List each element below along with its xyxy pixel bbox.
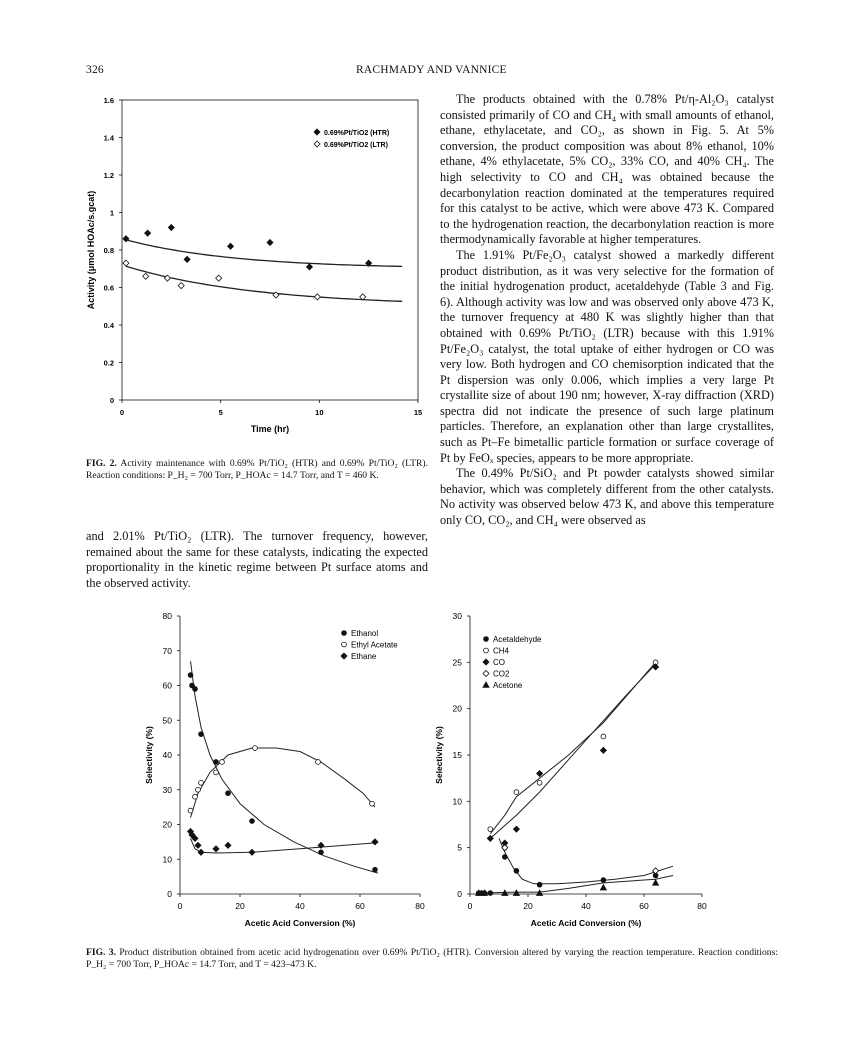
data-point xyxy=(267,240,273,246)
x-tick-label: 0 xyxy=(177,901,183,911)
legend-label: CO2 xyxy=(493,669,510,679)
data-point xyxy=(513,890,519,895)
x-tick-label: 20 xyxy=(523,901,533,911)
paragraph: The products obtained with the 0.78% Pt/η-Al₂O₃ catalyst consisted primarily of CO and CH₄ with small amounts of ethanol, ethane, ethylacetate, and CO₂, as shown in Fig. 5. At 5% conversion, the product composition was about 8% ethanol, 10% ethane, 4% ethylacetate, 5% CO₂, 33% CO, and 40% CH₄. The high selectivity to CO and CH₄ was obtained because the decarbonylation reaction dominated at the temperatures required for this catalyst to be active, which were above 473 K. Compared to the hydrogenation reaction, the decarbonylation reaction is more thermodynamically favorable at higher temperatures. xyxy=(440,92,774,247)
y-axis-title: Activity (μmol HOAc/s.gcat) xyxy=(86,190,96,310)
data-point xyxy=(314,294,320,300)
data-point xyxy=(214,770,219,775)
legend-label: 0.69%Pt/TiO2 (HTR) xyxy=(324,130,390,137)
y-tick-label: 1.2 xyxy=(103,171,114,180)
fit-curve xyxy=(191,661,379,873)
data-point xyxy=(143,273,149,279)
data-point xyxy=(601,734,606,739)
y-tick-label: 0 xyxy=(109,396,114,405)
y-tick-label: 50 xyxy=(162,715,172,726)
data-point xyxy=(253,746,258,751)
data-point xyxy=(216,275,222,281)
fig2-chart xyxy=(84,92,434,447)
data-point xyxy=(196,787,201,792)
data-point xyxy=(600,885,606,890)
x-tick-label: 80 xyxy=(697,901,707,911)
data-point xyxy=(488,891,493,896)
data-point xyxy=(193,687,198,692)
legend-marker xyxy=(314,129,320,135)
y-tick-label: 10 xyxy=(452,796,462,807)
paragraph: The 0.49% Pt/SiO₂ and Pt powder catalysts showed similar behavior, which was completely different from the other catalysts. No activity was observed below 473 K, and above this temperature only CO, CO₂, and CH₄ were observed as xyxy=(440,466,774,528)
data-point xyxy=(502,845,508,851)
data-point xyxy=(225,842,231,848)
data-point xyxy=(193,794,198,799)
data-point xyxy=(213,846,219,852)
fig3-caption xyxy=(86,947,778,971)
fig3b-chart xyxy=(430,608,730,940)
x-tick-label: 60 xyxy=(639,901,649,911)
fig3a-chart xyxy=(130,608,440,940)
legend-label: Ethane xyxy=(351,652,377,661)
y-tick-label: 0.8 xyxy=(103,246,114,255)
data-point xyxy=(600,747,606,753)
data-point xyxy=(220,760,225,765)
data-point xyxy=(214,760,219,765)
data-point xyxy=(502,855,507,860)
fig3-caption-text: Product distribution obtained from acetic acid hydrogenation over 0.69% Pt/TiO₂ (HTR). Conversion altered by varying the reaction temperature. Reaction conditions: P_H₂ = 700 Torr, P_HOAc = 14.7 Torr, and T = 423–473 K. xyxy=(86,947,778,971)
y-tick-label: 20 xyxy=(162,819,172,830)
y-tick-label: 40 xyxy=(162,750,172,760)
y-tick-label: 0.4 xyxy=(103,321,114,330)
x-tick-label: 20 xyxy=(235,901,245,911)
data-point xyxy=(184,256,190,262)
data-point xyxy=(228,243,234,249)
data-point xyxy=(306,264,312,270)
data-point xyxy=(195,842,201,848)
page-number: 326 xyxy=(86,64,104,76)
legend-label: CH4 xyxy=(493,646,510,656)
data-point xyxy=(514,790,519,795)
x-tick-label: 60 xyxy=(355,901,365,911)
data-point xyxy=(372,839,378,845)
y-tick-label: 1.4 xyxy=(103,133,114,143)
legend-label: CO xyxy=(493,658,505,667)
data-point xyxy=(488,827,493,832)
legend-marker xyxy=(342,642,347,647)
legend-marker xyxy=(484,648,489,653)
y-tick-label: 70 xyxy=(162,645,172,656)
x-tick-label: 10 xyxy=(315,408,324,417)
legend-label: Ethyl Acetate xyxy=(351,640,398,650)
x-tick-label: 0 xyxy=(119,408,125,417)
data-point xyxy=(537,771,543,777)
y-tick-label: 0.2 xyxy=(103,358,114,368)
data-point xyxy=(514,868,519,873)
fig2-caption-text: Activity maintenance with 0.69% Pt/TiO₂ (HTR) and 0.69% Pt/TiO₂ (LTR). Reaction conditions: P_H₂ = 700 Torr, P_HOAc = 14.7 Torr, and T = 460 K. xyxy=(86,458,428,482)
legend-label: Acetone xyxy=(493,681,523,690)
data-point xyxy=(198,849,204,855)
fit-curve xyxy=(191,838,379,853)
legend-marker xyxy=(483,682,489,687)
x-tick-label: 80 xyxy=(415,901,425,911)
y-axis-title: Selectivity (%) xyxy=(434,726,444,784)
left-column-text xyxy=(86,529,428,591)
y-tick-label: 60 xyxy=(162,680,172,691)
legend-marker xyxy=(483,659,489,665)
fig2-caption-label: FIG. 2. xyxy=(86,458,117,469)
y-tick-label: 0.6 xyxy=(103,283,114,293)
fig3-caption-label: FIG. 3. xyxy=(86,947,116,958)
data-point xyxy=(145,230,151,236)
data-point xyxy=(250,819,255,824)
data-point xyxy=(249,849,255,855)
y-tick-label: 80 xyxy=(162,611,172,621)
y-tick-label: 0 xyxy=(167,889,172,899)
legend-marker xyxy=(314,141,320,147)
x-axis-title: Time (hr) xyxy=(250,424,290,434)
fig2-caption xyxy=(86,458,428,482)
data-point xyxy=(178,283,184,289)
fit-curve xyxy=(191,748,376,818)
legend-label: 0.69%Pt/TiO2 (LTR) xyxy=(324,142,388,149)
right-column-text xyxy=(440,92,774,529)
data-point xyxy=(168,225,174,231)
paragraph: The 1.91% Pt/Fe₂O₃ catalyst showed a markedly different product distribution, as it was very selective for the formation of the initial hydrogenation product, acetaldehyde (Table 3 and Fig. 6). Although activity was low and was observed only above 473 K, the turnover frequency at 480 K was slightly higher than that obtained with 0.69% Pt/TiO₂ (LTR) because with this 1.91% Pt/Fe₂O₃ catalyst, the total uptake of either hydrogen or CO was very low. Both hydrogen and CO chemisorption indicated that the Pt dispersion was only 0.006, which implies a very large Pt crystallite size of about 190 nm; however, X-ray diffraction (XRD) spectra did not indicate the presence of such large platinum particles. Therefore, an explanation other than large crystallites, such as Pt–Fe bimetallic particle formation or surface coverage of Pt by FeOₓ species, appears to be more appropriate. xyxy=(440,247,774,465)
fit-curve xyxy=(126,240,402,267)
fit-curve xyxy=(479,876,673,894)
y-tick-label: 1 xyxy=(109,208,114,218)
data-point xyxy=(653,880,659,885)
data-point xyxy=(537,890,543,895)
legend-label: Acetaldehyde xyxy=(493,635,542,644)
x-axis-title: Acetic Acid Conversion (%) xyxy=(244,918,356,928)
data-point xyxy=(537,780,542,785)
y-tick-label: 15 xyxy=(452,750,462,760)
data-point xyxy=(537,882,542,887)
y-tick-label: 5 xyxy=(457,842,462,853)
x-tick-label: 40 xyxy=(295,901,305,911)
y-axis-title: Selectivity (%) xyxy=(144,726,154,784)
data-point xyxy=(199,732,204,737)
x-axis-title: Acetic Acid Conversion (%) xyxy=(530,918,642,928)
legend-marker xyxy=(483,671,489,677)
data-point xyxy=(188,808,193,813)
legend-marker xyxy=(342,631,347,636)
fit-curve xyxy=(499,838,673,883)
y-tick-label: 10 xyxy=(162,854,172,865)
y-tick-label: 20 xyxy=(452,703,462,714)
x-tick-label: 40 xyxy=(581,901,591,911)
data-point xyxy=(316,760,321,765)
data-point xyxy=(373,867,378,872)
x-tick-label: 5 xyxy=(218,408,223,417)
data-point xyxy=(601,878,606,883)
y-tick-label: 30 xyxy=(452,611,462,621)
legend-marker xyxy=(484,637,489,642)
x-tick-label: 0 xyxy=(467,901,473,911)
data-point xyxy=(319,850,324,855)
data-point xyxy=(188,673,193,678)
data-point xyxy=(199,780,204,785)
data-point xyxy=(123,260,129,266)
y-tick-label: 25 xyxy=(452,657,462,668)
running-title: RACHMADY AND VANNICE xyxy=(356,64,507,76)
legend-label: Ethanol xyxy=(351,629,379,638)
y-tick-label: 0 xyxy=(457,889,462,899)
data-point xyxy=(370,801,375,806)
paragraph: and 2.01% Pt/TiO₂ (LTR). The turnover frequency, however, remained about the same for these catalysts, indicating the expected proportionality in the kinetic regime between Pt surface atoms and the observed activity. xyxy=(86,529,428,590)
x-tick-label: 15 xyxy=(413,408,423,417)
y-tick-label: 30 xyxy=(162,784,172,795)
data-point xyxy=(226,791,231,796)
y-tick-label: 1.6 xyxy=(103,96,114,105)
legend-marker xyxy=(341,653,347,659)
data-point xyxy=(513,826,519,832)
